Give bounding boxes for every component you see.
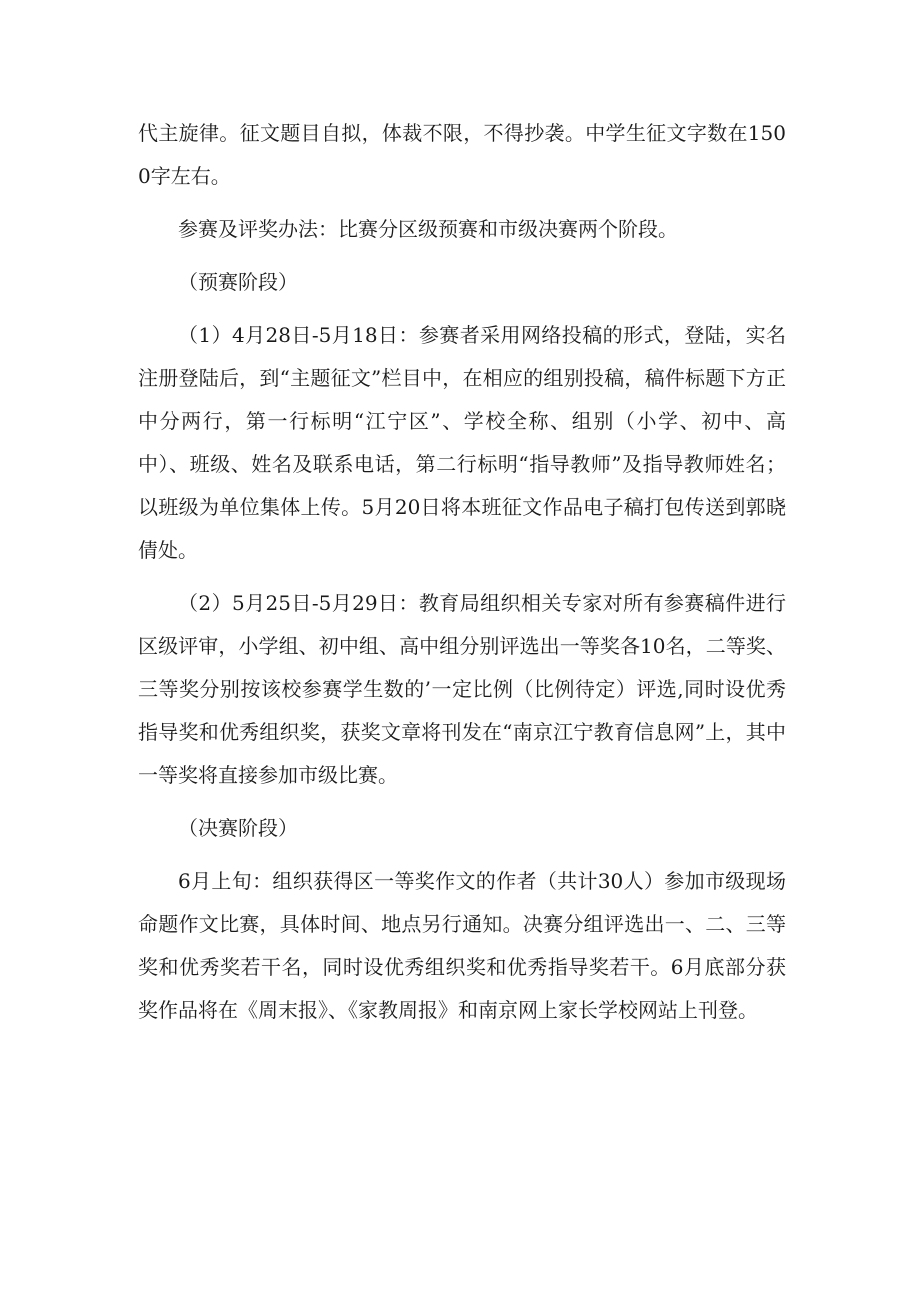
document-body bbox=[138, 112, 786, 1042]
paragraph-competition-method: 参赛及评奖办法：比赛分区级预赛和市级决赛两个阶段。 bbox=[178, 217, 678, 241]
heading-final-stage: （决赛阶段） bbox=[178, 816, 298, 840]
paragraph-preliminary-step-2: （2）5月25日-5月29日：教育局组织相关专家对所有参赛稿件进行区级评审，小学组、初中组、高中组分别评选出一等奖各10名，二等奖、三等奖分别按该校参赛学生数的’一定比例（比例待定）评选,同时设优秀指导奖和优秀组织奖，获奖文章将刊发在“南京江宁教育信息网”上，其中一等奖将直接参加市级比赛。 bbox=[138, 591, 786, 787]
heading-preliminary-stage: （预赛阶段） bbox=[178, 270, 298, 294]
paragraph-essay-requirements: 代主旋律。征文题目自拟，体裁不限，不得抄袭。中学生征文字数在1500字左右。 bbox=[138, 121, 786, 188]
paragraph-preliminary-step-1: （1）4月28日-5月18日：参赛者采用网络投稿的形式，登陆，实名注册登陆后，到“主题征文”栏目中，在相应的组别投稿，稿件标题下方正中分两行，第一行标明“江宁区”、学校全称、组别（小学、初中、高中）、班级、姓名及联系电话，第二行标明“指导教师”及指导教师姓名；以班级为单位集体上传。5月20日将本班征文作品电子稿打包传送到郭晓倩处。 bbox=[138, 323, 786, 562]
paragraph-final-stage-details: 6月上旬：组织获得区一等奖作文的作者（共计30人）参加市级现场命题作文比赛，具体时间、地点另行通知。决赛分组评选出一、二、三等奖和优秀奖若干名，同时设优秀组织奖和优秀指导奖若干。6月底部分获奖作品将在《周末报》、《家教周报》和南京网上家长学校网站上刊登。 bbox=[138, 869, 786, 1022]
